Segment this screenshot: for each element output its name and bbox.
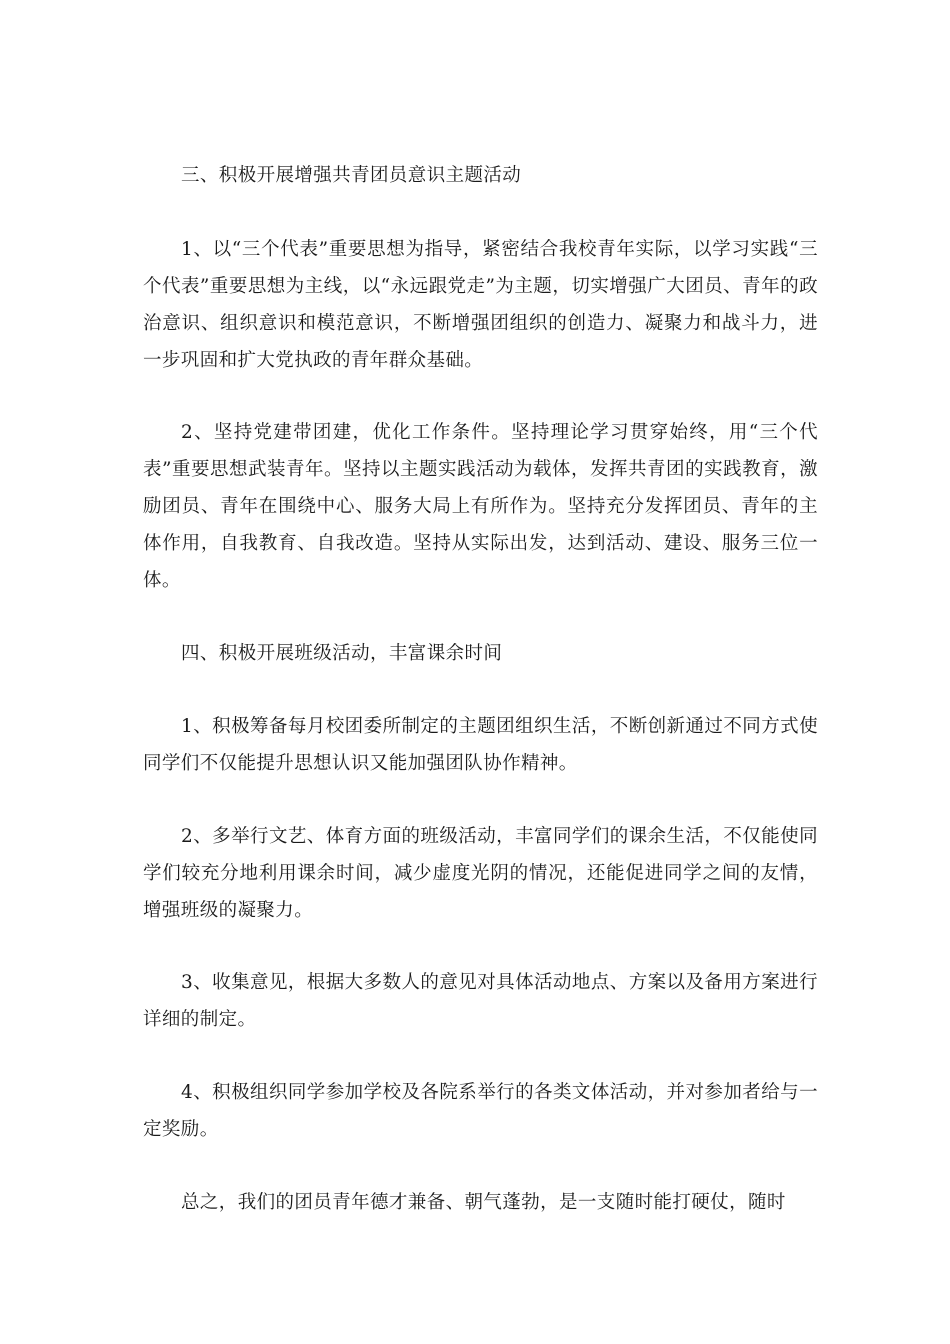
section-heading-4: 四、积极开展班级活动，丰富课余时间 [181, 643, 503, 664]
section-heading-3: 三、积极开展增强共青团员意识主题活动 [181, 165, 522, 186]
paragraph-conclusion: 总之，我们的团员青年德才兼备、朝气蓬勃，是一支随时能打硬仗，随时 [181, 1192, 786, 1213]
paragraph-4-4: 4、积极组织同学参加学校及各院系举行的各类文体活动，并对参加者给与一定奖励。 [143, 1082, 818, 1140]
paragraph-4-3: 3、收集意见，根据大多数人的意见对具体活动地点、方案以及备用方案进行详细的制定。 [143, 972, 818, 1030]
paragraph-4-2: 2、多举行文艺、体育方面的班级活动，丰富同学们的课余生活，不仅能使同学们较充分地利用课余时间，减少虚度光阴的情况，还能促进同学之间的友情，增强班级的凝聚力。 [143, 826, 818, 921]
paragraph-4-1: 1、积极筹备每月校团委所制定的主题团组织生活，不断创新通过不同方式使同学们不仅能提升思想认识又能加强团队协作精神。 [143, 716, 818, 774]
paragraph-3-1: 1、以“三个代表”重要思想为指导，紧密结合我校青年实际，以学习实践“三个代表”重要思想为主线，以“永远跟党走”为主题，切实增强广大团员、青年的政治意识、组织意识和模范意识，不断增强团组织的创造力、凝聚力和战斗力，进一步巩固和扩大党执政的青年群众基础。 [143, 239, 818, 371]
paragraph-3-2: 2、坚持党建带团建，优化工作条件。坚持理论学习贯穿始终，用“三个代表”重要思想武装青年。坚持以主题实践活动为载体，发挥共青团的实践教育，激励团员、青年在围绕中心、服务大局上有所作为。坚持充分发挥团员、青年的主体作用，自我教育、自我改造。坚持从实际出发，达到活动、建设、服务三位一体。 [143, 422, 818, 591]
